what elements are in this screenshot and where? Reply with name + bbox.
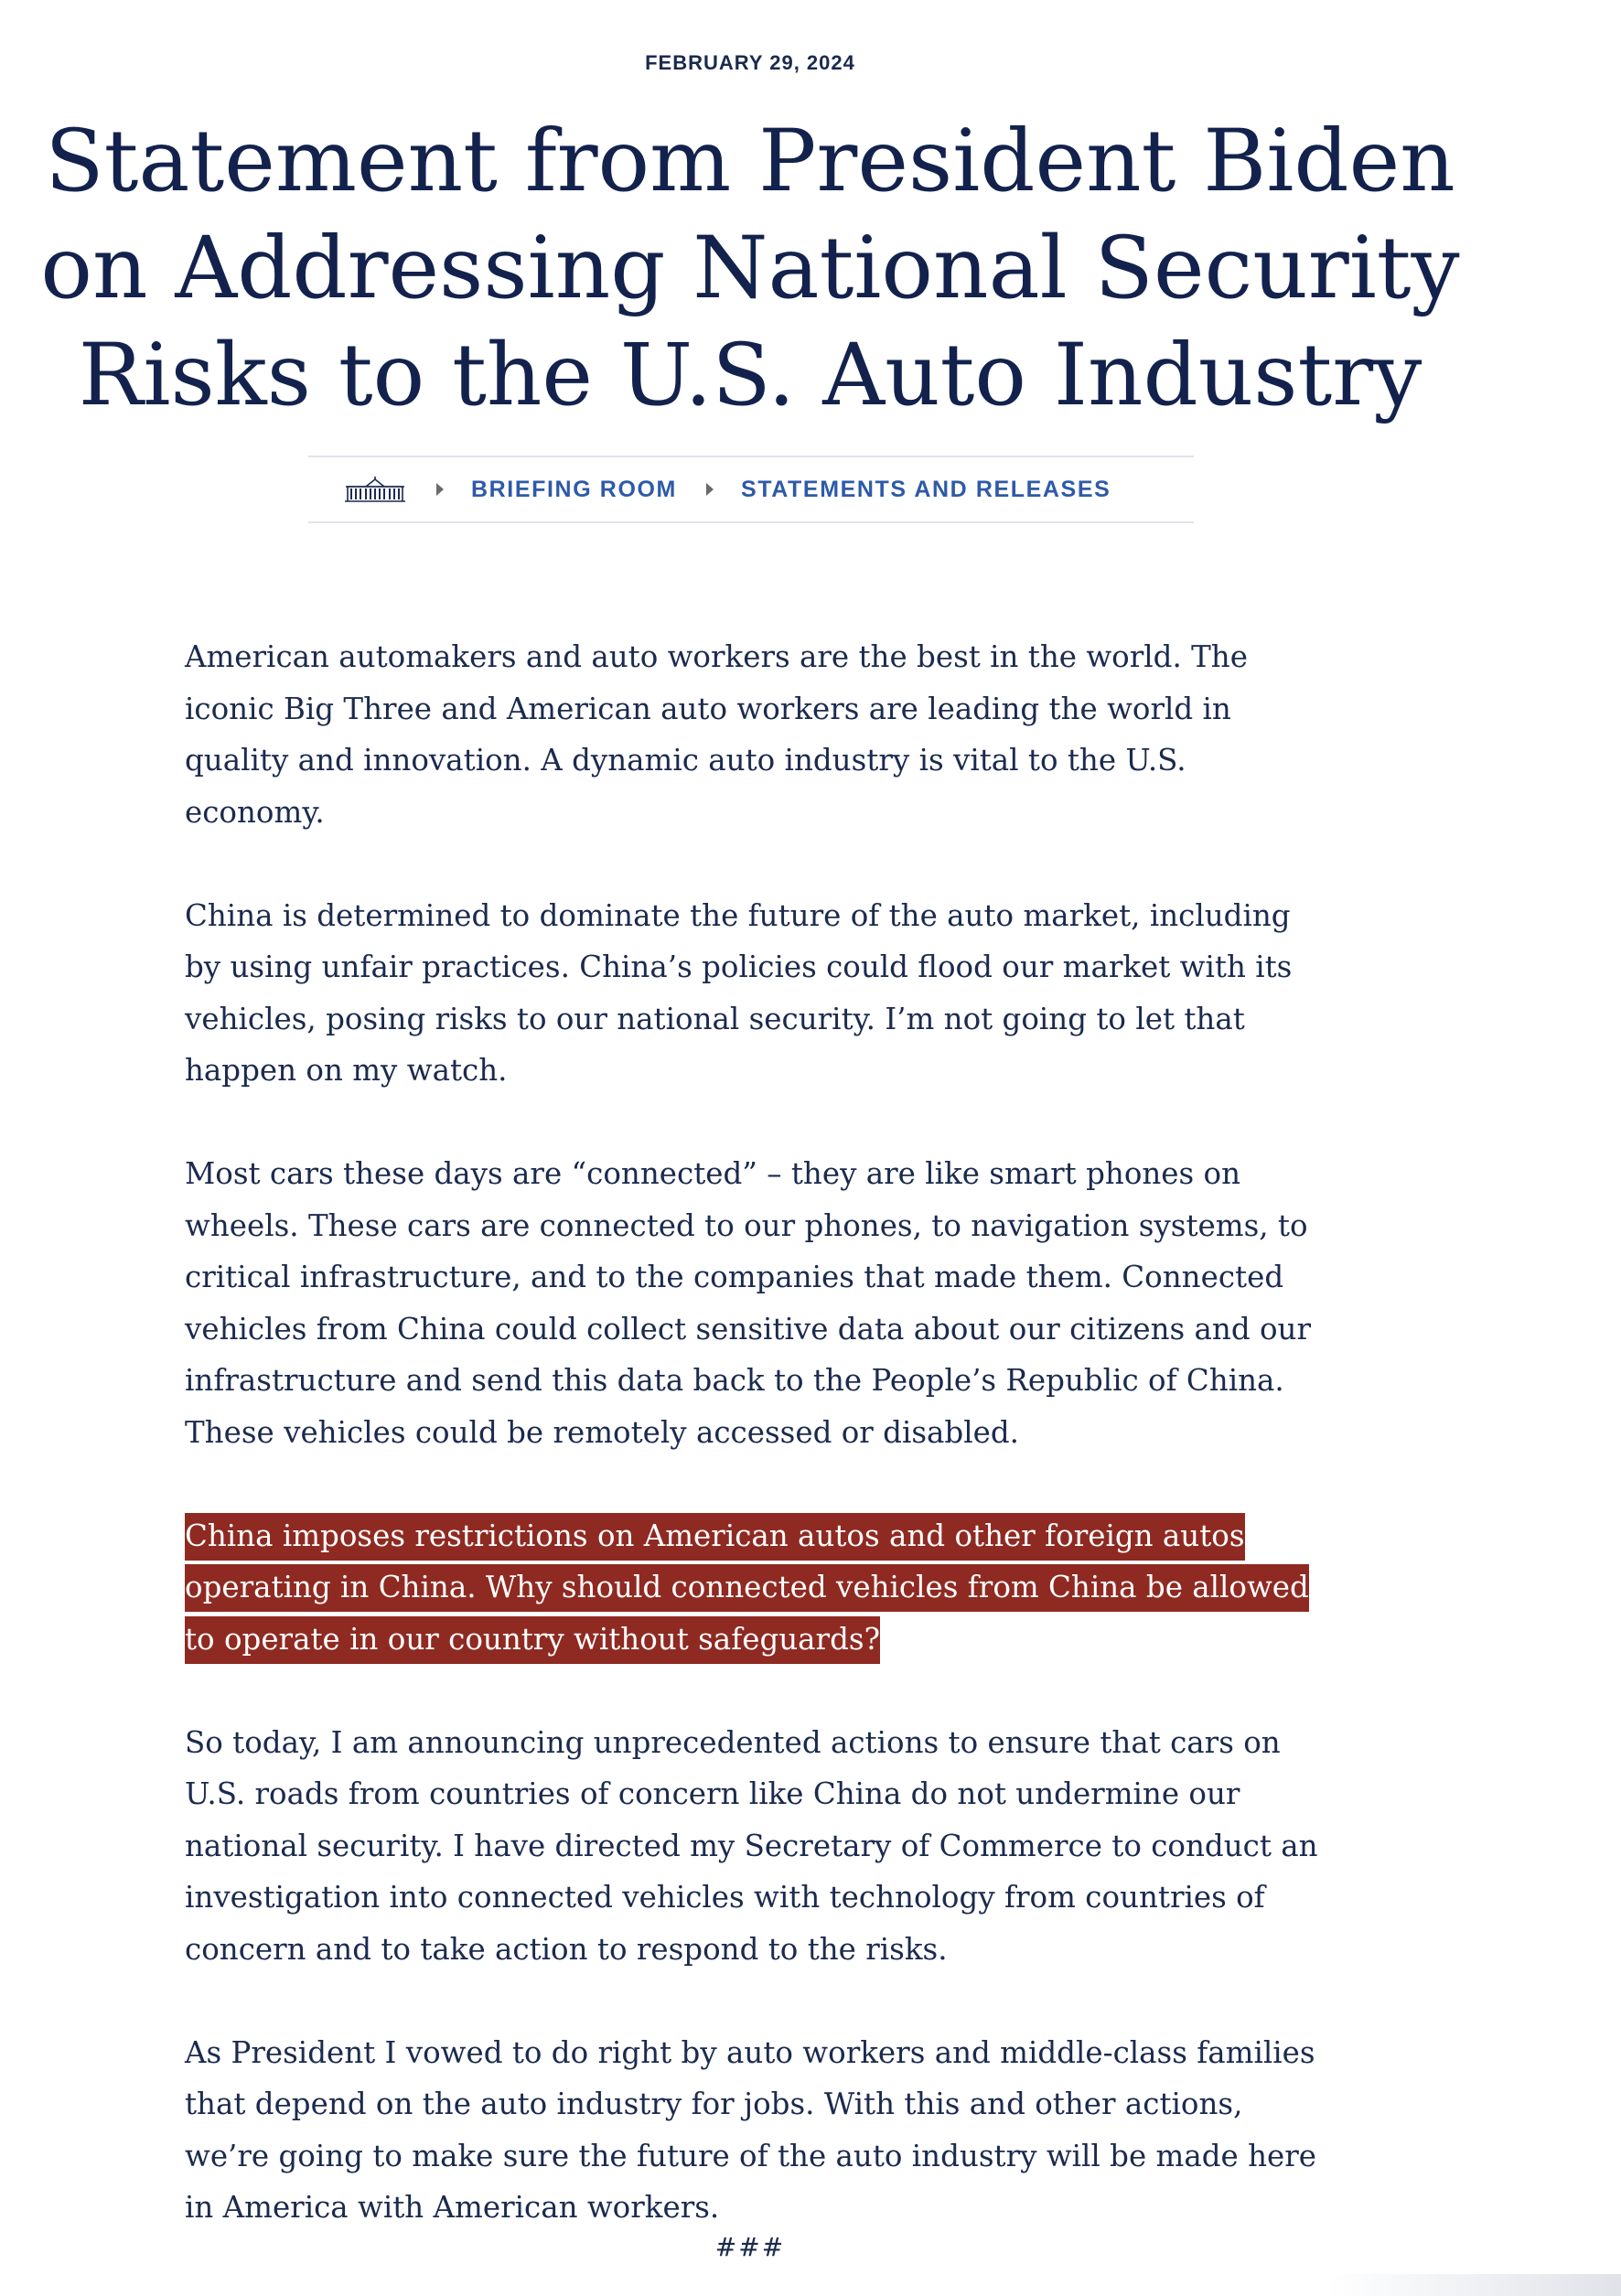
paragraph: Most cars these days are “connected” – they are like smart phones on wheels. These cars are connected to our phones, to navigation systems, to critical infrastructure, and to the companies that made them. Connected vehicles from China could collect sensitive data about our citizens and our infrastructure and send this data back to the People’s Republic of China. These vehicles could be remotely accessed or disabled. [185,1156,1311,1450]
paragraph: American automakers and auto workers are the best in the world. The iconic Big Three and American auto workers are leading the world in quality and innovation. A dynamic auto industry is vital to the U.S. economy. [185,639,1248,830]
end-mark: ### [714,2232,786,2262]
breadcrumb [308,456,1194,523]
article-body [185,631,1319,2285]
page-title: Statement from President Biden on Addressing National Security Risks to the U.S. Auto Industry [40,112,1460,425]
breadcrumb-briefing-room[interactable]: BRIEFING ROOM [471,476,677,502]
paragraph: So today, I am announcing unprecedented actions to ensure that cars on U.S. roads from countries of concern like China do not undermine our national security. I have directed my Secretary of Commerce to conduct an investigation into connected vehicles with technology from countries of concern and to take action to respond to the risks. [185,1724,1318,1967]
breadcrumb-separator-icon [706,483,714,496]
breadcrumb-statements-and-releases[interactable]: STATEMENTS AND RELEASES [740,476,1111,502]
page-edge-shadow [1326,2274,1621,2296]
highlighted-text: China imposes restrictions on American autos and other foreign autos operating in China. Why should connected vehicles from China be allowed to operate in our country without safeguards? [185,1513,1309,1664]
breadcrumb-separator-icon [436,483,444,496]
white-house-icon[interactable] [343,476,407,503]
paragraph: As President I vowed to do right by auto workers and middle-class families that depend on the auto industry for jobs. With this and other actions, we’re going to make sure the future of the auto industry will be made here in America with American workers. [185,2034,1317,2225]
paragraph: China is determined to dominate the future of the auto market, including by using unfair practices. China’s policies could flood our market with its vehicles, posing risks to our national security. I’m not going to let that happen on my watch. [185,897,1293,1088]
article-date: FEBRUARY 29, 2024 [645,51,855,74]
highlighted-paragraph [185,1510,1319,1666]
